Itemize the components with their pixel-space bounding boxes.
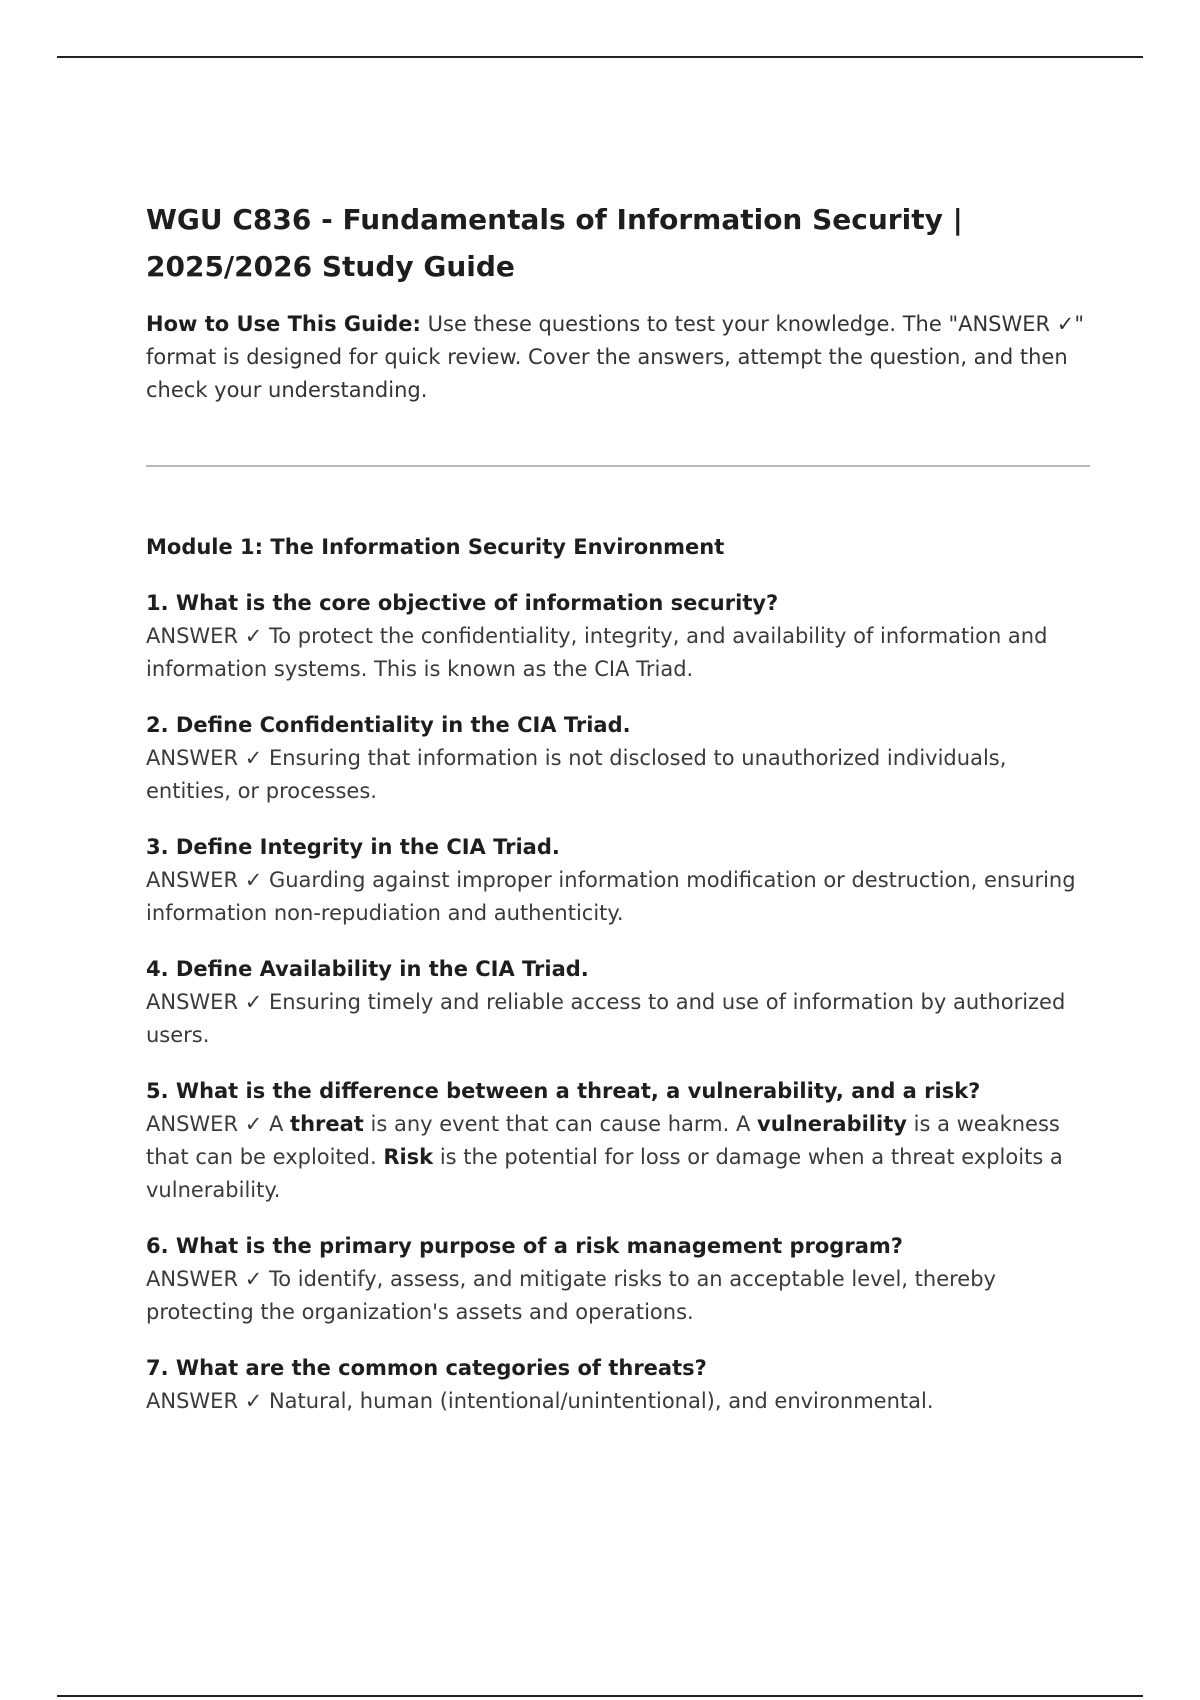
qa-item-1 xyxy=(146,587,1090,686)
qa-item-5 xyxy=(146,1075,1090,1207)
page-top-rule xyxy=(57,56,1143,58)
answer-5-term-vulnerability: vulnerability xyxy=(757,1112,907,1136)
intro-paragraph xyxy=(146,308,1090,407)
answer-5-part-2: is any event that can cause harm. A xyxy=(363,1112,758,1136)
question-4: 4. Define Availability in the CIA Triad. xyxy=(146,957,589,981)
answer-6: ANSWER ✓ To identify, assess, and mitigate risks to an acceptable level, thereby protecting the organization's assets and operations. xyxy=(146,1267,996,1324)
intro-text: Use these questions to test your knowledge. The "ANSWER ✓" format is designed for quick review. Cover the answers, attempt the question, and then check your understanding. xyxy=(146,312,1085,402)
answer-4: ANSWER ✓ Ensuring timely and reliable access to and use of information by authorized users. xyxy=(146,990,1066,1047)
qa-item-4 xyxy=(146,953,1090,1052)
answer-5 xyxy=(146,1108,1090,1207)
answer-5-term-threat: threat xyxy=(290,1112,364,1136)
question-3: 3. Define Integrity in the CIA Triad. xyxy=(146,835,560,859)
question-5: 5. What is the difference between a threat, a vulnerability, and a risk? xyxy=(146,1079,981,1103)
module-heading: Module 1: The Information Security Environment xyxy=(146,535,725,559)
answer-5-part-3: is a weakness that can be exploited. xyxy=(146,1112,1060,1169)
qa-item-7 xyxy=(146,1352,1090,1418)
question-6: 6. What is the primary purpose of a risk management program? xyxy=(146,1234,903,1258)
question-7: 7. What are the common categories of threats? xyxy=(146,1356,707,1380)
answer-7: ANSWER ✓ Natural, human (intentional/unintentional), and environmental. xyxy=(146,1389,934,1413)
qa-item-6 xyxy=(146,1230,1090,1329)
qa-item-3 xyxy=(146,831,1090,930)
section-divider xyxy=(146,465,1090,467)
page-bottom-rule xyxy=(57,1695,1143,1697)
answer-3: ANSWER ✓ Guarding against improper information modification or destruction, ensuring information non-repudiation and authenticity. xyxy=(146,868,1076,925)
document-title: WGU C836 - Fundamentals of Information Security | 2025/2026 Study Guide xyxy=(146,203,963,283)
intro-label: How to Use This Guide: xyxy=(146,312,421,336)
answer-1: ANSWER ✓ To protect the confidentiality, integrity, and availability of information and information systems. This is known as the CIA Triad. xyxy=(146,624,1048,681)
page-content xyxy=(146,196,1090,1418)
answer-5-term-risk: Risk xyxy=(383,1145,434,1169)
question-2: 2. Define Confidentiality in the CIA Triad. xyxy=(146,713,631,737)
answer-2: ANSWER ✓ Ensuring that information is not disclosed to unauthorized individuals, entities, or processes. xyxy=(146,746,1007,803)
question-1: 1. What is the core objective of information security? xyxy=(146,591,779,615)
answer-5-part-1: ANSWER ✓ A xyxy=(146,1112,291,1136)
answer-5-part-4: is the potential for loss or damage when a threat exploits a vulnerability. xyxy=(146,1145,1063,1202)
qa-item-2 xyxy=(146,709,1090,808)
